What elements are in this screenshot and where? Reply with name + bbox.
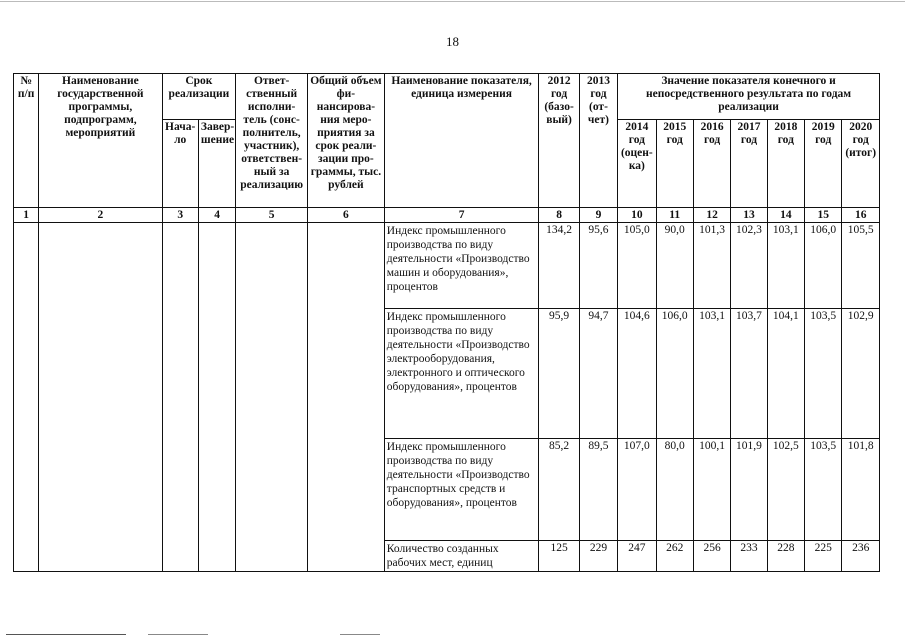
header-term-end: Завер-шение bbox=[198, 120, 235, 208]
header-term-start: Нача-ло bbox=[162, 120, 198, 208]
header-year-2013: 2013 год (от-чет) bbox=[579, 74, 617, 208]
value-2019: 103,5 bbox=[805, 309, 842, 439]
column-number: 2 bbox=[39, 208, 162, 223]
value-2013: 94,7 bbox=[579, 309, 617, 439]
value-2018: 104,1 bbox=[767, 309, 804, 439]
cell-num-blank bbox=[14, 223, 39, 572]
value-2020: 102,9 bbox=[842, 309, 880, 439]
value-2015: 90,0 bbox=[656, 223, 693, 309]
column-number: 16 bbox=[842, 208, 880, 223]
value-2019: 103,5 bbox=[805, 439, 842, 541]
cell-executor-blank bbox=[236, 223, 308, 572]
value-2016: 100,1 bbox=[693, 439, 730, 541]
column-number: 9 bbox=[579, 208, 617, 223]
cell-program-blank bbox=[39, 223, 162, 572]
header-num: № п/п bbox=[14, 74, 39, 208]
table-row bbox=[14, 223, 880, 309]
value-2012: 134,2 bbox=[539, 223, 579, 309]
cell-term-end-blank bbox=[198, 223, 235, 572]
value-2016: 101,3 bbox=[693, 223, 730, 309]
value-2018: 102,5 bbox=[767, 439, 804, 541]
value-2012: 85,2 bbox=[539, 439, 579, 541]
header-year-2015: 2015 год bbox=[656, 120, 693, 208]
column-number: 8 bbox=[539, 208, 579, 223]
header-year-2016: 2016 год bbox=[693, 120, 730, 208]
column-number: 5 bbox=[236, 208, 308, 223]
footer-rule bbox=[6, 634, 126, 635]
header-values-group: Значение показателя конечного и непосредственного результата по годам реализации bbox=[618, 74, 880, 120]
program-indicators-table bbox=[13, 73, 880, 572]
column-number: 6 bbox=[308, 208, 385, 223]
column-number: 4 bbox=[198, 208, 235, 223]
column-number: 13 bbox=[731, 208, 767, 223]
header-year-2014: 2014 год (оцен-ка) bbox=[618, 120, 656, 208]
value-2017: 233 bbox=[731, 541, 767, 572]
value-2014: 107,0 bbox=[618, 439, 656, 541]
value-2020: 105,5 bbox=[842, 223, 880, 309]
indicator-name: Количество созданных рабочих мест, единиц bbox=[384, 541, 539, 572]
column-number: 10 bbox=[618, 208, 656, 223]
value-2017: 102,3 bbox=[731, 223, 767, 309]
indicator-name: Индекс промышленного производства по виду деятельности «Производство транспортных средств и оборудования», процентов bbox=[384, 439, 539, 541]
value-2014: 247 bbox=[618, 541, 656, 572]
column-number: 11 bbox=[656, 208, 693, 223]
value-2019: 225 bbox=[805, 541, 842, 572]
page-number: 18 bbox=[446, 34, 459, 49]
header-year-2019: 2019 год bbox=[805, 120, 842, 208]
value-2013: 95,6 bbox=[579, 223, 617, 309]
column-number: 15 bbox=[805, 208, 842, 223]
value-2013: 229 bbox=[579, 541, 617, 572]
page-top-border bbox=[0, 1, 905, 2]
value-2019: 106,0 bbox=[805, 223, 842, 309]
header-program-name: Наименование государственной программы, подпрограмм, мероприятий bbox=[39, 74, 162, 208]
column-number: 1 bbox=[14, 208, 39, 223]
value-2012: 125 bbox=[539, 541, 579, 572]
value-2014: 105,0 bbox=[618, 223, 656, 309]
header-indicator-name: Наименование показателя, единица измерения bbox=[384, 74, 539, 208]
value-2015: 80,0 bbox=[656, 439, 693, 541]
column-number: 14 bbox=[767, 208, 804, 223]
column-number: 3 bbox=[162, 208, 198, 223]
value-2015: 262 bbox=[656, 541, 693, 572]
indicator-name: Индекс промышленного производства по виду деятельности «Производство электрооборудования, электронного и оптического оборудования», процентов bbox=[384, 309, 539, 439]
value-2014: 104,6 bbox=[618, 309, 656, 439]
column-number: 7 bbox=[384, 208, 539, 223]
header-executor: Ответ-ственный исполни-тель (сонс-полнитель, участник), ответствен-ный за реализацию bbox=[236, 74, 308, 208]
cell-volume-blank bbox=[308, 223, 385, 572]
value-2017: 101,9 bbox=[731, 439, 767, 541]
value-2018: 103,1 bbox=[767, 223, 804, 309]
value-2012: 95,9 bbox=[539, 309, 579, 439]
header-term: Срок реализации bbox=[162, 74, 236, 120]
value-2018: 228 bbox=[767, 541, 804, 572]
value-2020: 236 bbox=[842, 541, 880, 572]
cell-term-start-blank bbox=[162, 223, 198, 572]
header-year-2020: 2020 год (итог) bbox=[842, 120, 880, 208]
value-2016: 103,1 bbox=[693, 309, 730, 439]
header-year-2017: 2017 год bbox=[731, 120, 767, 208]
header-funding-volume: Общий объем фи-нансирова-ния меро-приятия за срок реали-зации про-граммы, тыс. рублей bbox=[308, 74, 385, 208]
value-2017: 103,7 bbox=[731, 309, 767, 439]
value-2016: 256 bbox=[693, 541, 730, 572]
value-2013: 89,5 bbox=[579, 439, 617, 541]
footer-rule bbox=[340, 634, 380, 635]
header-year-2018: 2018 год bbox=[767, 120, 804, 208]
footer-rule bbox=[148, 634, 208, 635]
indicator-name: Индекс промышленного производства по виду деятельности «Производство машин и оборудования», процентов bbox=[384, 223, 539, 309]
column-number: 12 bbox=[693, 208, 730, 223]
value-2015: 106,0 bbox=[656, 309, 693, 439]
header-year-2012: 2012 год (базо-вый) bbox=[539, 74, 579, 208]
value-2020: 101,8 bbox=[842, 439, 880, 541]
